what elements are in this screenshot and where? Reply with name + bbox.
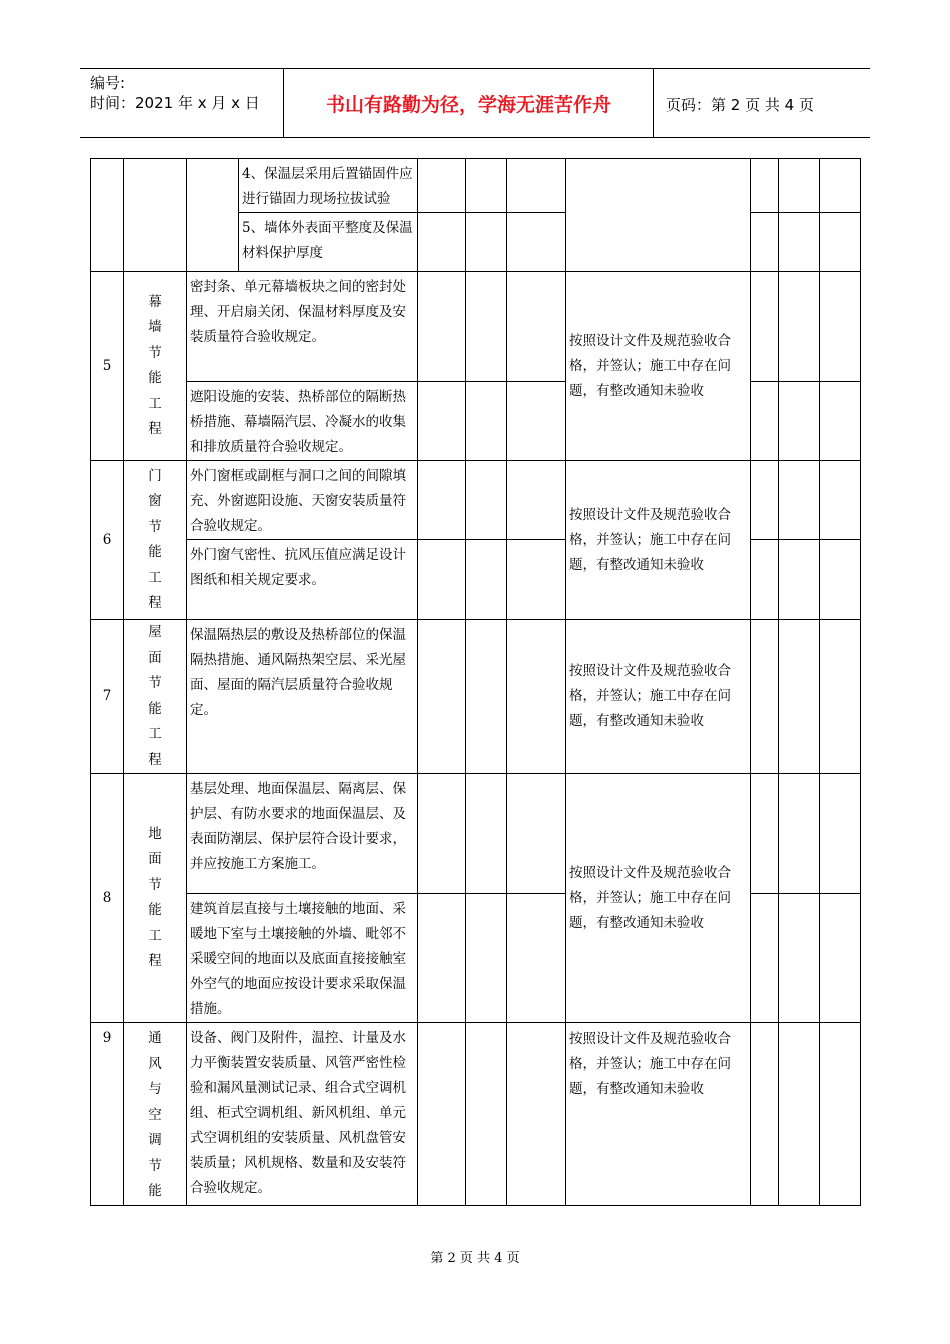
cell <box>466 620 507 774</box>
cell <box>507 774 566 894</box>
check-item: 基层处理、地面保温层、隔离层、保护层、有防水要求的地面保温层、及表面防潮层、保护层符合设计要求，并应按施工方案施工。 <box>187 774 418 894</box>
cell <box>507 1023 566 1206</box>
section-name: 幕 墙 节 能 工 程 <box>124 272 187 461</box>
cell <box>418 382 466 461</box>
cell <box>820 894 861 1023</box>
check-item: 设备、阀门及附件，温控、计量及水力平衡装置安装质量、风管严密性检验和漏风量测试记录、组合式空调机组、柜式空调机组、新风机组、单元式空调机组的安装质量、风机盘管安装质量；风机规格、数量和及安装符合验收规定。 <box>187 1023 418 1206</box>
cell <box>751 894 779 1023</box>
cell <box>751 540 779 620</box>
cell <box>418 540 466 620</box>
cell <box>418 1023 466 1206</box>
cell <box>779 774 820 894</box>
cell <box>466 272 507 382</box>
cell <box>466 382 507 461</box>
result-text: 按照设计文件及规范验收合格，并签认；施工中存在问题，有整改通知未验收 <box>566 774 751 1023</box>
cell <box>820 382 861 461</box>
cell <box>779 540 820 620</box>
section-name: 地 面 节 能 工 程 <box>124 774 187 1023</box>
table-row <box>91 1023 861 1206</box>
row-number: 7 <box>91 620 124 774</box>
table-row <box>91 272 861 382</box>
cell <box>751 382 779 461</box>
check-item: 密封条、单元幕墙板块之间的密封处理、开启扇关闭、保温材料厚度及安装质量符合验收规定。 <box>187 272 418 382</box>
cell <box>820 1023 861 1206</box>
page-footer: 第 2 页 共 4 页 <box>430 1251 520 1266</box>
page-info: 页码：第 2 页 共 4 页 <box>666 96 814 114</box>
section-name: 通 风 与 空 调 节 能 <box>124 1023 187 1206</box>
cell <box>507 213 566 272</box>
number-label: 编号: <box>90 74 126 92</box>
result-text: 按照设计文件及规范验收合格，并签认；施工中存在问题，有整改通知未验收 <box>566 620 751 774</box>
cell <box>751 159 779 213</box>
cell <box>466 1023 507 1206</box>
cell <box>418 159 466 213</box>
cell <box>779 894 820 1023</box>
table-row <box>91 461 861 540</box>
cell <box>779 159 820 213</box>
check-item: 建筑首层直接与土壤接触的地面、采暖地下室与土壤接触的外墙、毗邻不采暖空间的地面以及底面直接接触室外空气的地面应按设计要求采取保温措施。 <box>187 894 418 1023</box>
cell <box>820 540 861 620</box>
section-name: 门 窗 节 能 工 程 <box>124 461 187 620</box>
cell <box>466 894 507 1023</box>
check-item: 外门窗气密性、抗风压值应满足设计图纸和相关规定要求。 <box>187 540 418 620</box>
cell <box>820 461 861 540</box>
check-item: 保温隔热层的敷设及热桥部位的保温隔热措施、通风隔热架空层、采光屋面、屋面的隔汽层质量符合验收规定。 <box>187 620 418 774</box>
page-header <box>80 68 870 138</box>
cell <box>779 272 820 382</box>
cell <box>507 382 566 461</box>
cell <box>507 620 566 774</box>
acceptance-table <box>90 158 861 1206</box>
cell <box>466 540 507 620</box>
cell <box>751 461 779 540</box>
row-number: 8 <box>91 774 124 1023</box>
cell <box>751 620 779 774</box>
cell <box>418 213 466 272</box>
cell-sub <box>187 159 239 272</box>
cell <box>779 461 820 540</box>
cell <box>418 894 466 1023</box>
cell <box>466 774 507 894</box>
check-item: 遮阳设施的安装、热桥部位的隔断热桥措施、幕墙隔汽层、冷凝水的收集和排放质量符合验收规定。 <box>187 382 418 461</box>
table-row <box>91 620 861 774</box>
row-number: 9 <box>91 1023 124 1206</box>
check-item: 外门窗框或副框与洞口之间的间隙填充、外窗遮阳设施、天窗安装质量符合验收规定。 <box>187 461 418 540</box>
result-text: 按照设计文件及规范验收合格，并签认；施工中存在问题，有整改通知未验收 <box>566 272 751 461</box>
cell <box>507 540 566 620</box>
cell <box>466 213 507 272</box>
cell <box>507 272 566 382</box>
cell <box>418 620 466 774</box>
cell <box>418 461 466 540</box>
cell <box>751 272 779 382</box>
cell <box>418 774 466 894</box>
cell <box>820 272 861 382</box>
time-label: 时间：2021 年 x 月 x 日 <box>90 94 260 112</box>
cell <box>751 213 779 272</box>
cell <box>466 461 507 540</box>
cell-result <box>566 159 751 272</box>
cell <box>751 1023 779 1206</box>
cell <box>779 213 820 272</box>
cell <box>779 382 820 461</box>
cell-name <box>124 159 187 272</box>
cell <box>820 774 861 894</box>
cell <box>418 272 466 382</box>
table-row <box>91 159 861 213</box>
cell <box>820 213 861 272</box>
cell <box>507 159 566 213</box>
cell <box>466 159 507 213</box>
row-number: 6 <box>91 461 124 620</box>
cell <box>820 159 861 213</box>
motto: 书山有路勤为径，学海无涯苦作舟 <box>284 69 654 137</box>
section-name: 屋 面 节 能 工 程 <box>124 620 187 774</box>
cell <box>820 620 861 774</box>
cell <box>779 620 820 774</box>
result-text: 按照设计文件及规范验收合格，并签认；施工中存在问题，有整改通知未验收 <box>566 461 751 620</box>
cell-num <box>91 159 124 272</box>
cell <box>779 1023 820 1206</box>
cell <box>507 461 566 540</box>
header-meta <box>80 69 284 137</box>
item-5: 5、墙体外表面平整度及保温材料保护厚度 <box>239 213 418 272</box>
table-row <box>91 774 861 894</box>
item-4: 4、保温层采用后置锚固件应进行锚固力现场拉拔试验 <box>239 159 418 213</box>
result-text: 按照设计文件及规范验收合格，并签认；施工中存在问题，有整改通知未验收 <box>566 1023 751 1206</box>
cell <box>507 894 566 1023</box>
row-number: 5 <box>91 272 124 461</box>
cell <box>751 774 779 894</box>
